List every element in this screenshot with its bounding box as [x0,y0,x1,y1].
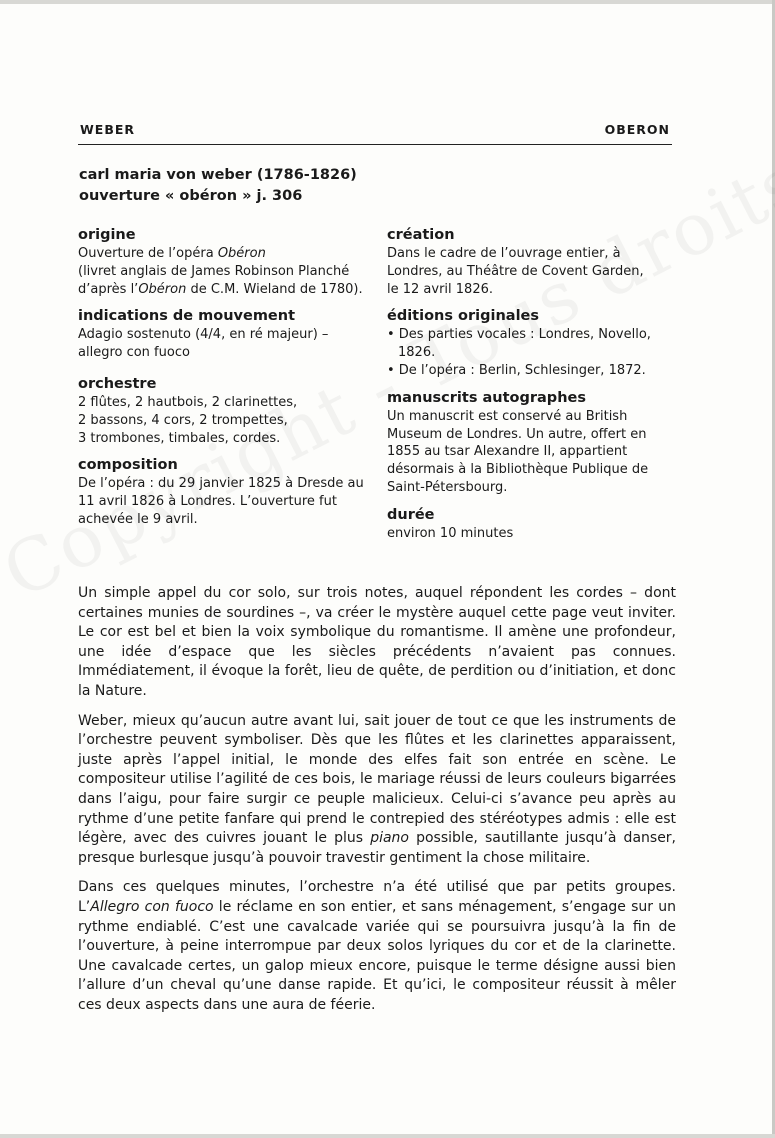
section-composition [78,455,378,528]
composition-line-2: 11 avril 1826 à Londres. L’ouverture fut [78,494,337,510]
section-creation [387,225,687,298]
work-title-piece: ouverture « obéron » j. 306 [79,188,303,204]
page-edge-bottom [0,1134,775,1138]
editions-bullet-1: • Des parties vocales : Londres, Novello, 1826. [387,327,651,361]
section-heading: durée [387,506,435,523]
left-column [78,225,378,537]
section-heading: éditions originales [387,308,540,325]
section-orchestre [78,374,378,447]
section-manuscrits [387,388,687,497]
composition-line-1: De l’opéra : du 29 janvier 1825 à Dresde au [78,476,364,492]
section-indications [78,306,378,362]
running-head-composer: WEBER [80,122,136,137]
section-heading: manuscrits autographes [387,389,586,406]
editions-bullet-2: • De l’opéra : Berlin, Schlesinger, 1872. [387,362,646,378]
section-heading: composition [78,457,178,474]
section-editions [387,306,687,379]
paragraph-3: Dans ces quelques minutes, l’orchestre n’a été utilisé que par petits groupes. L’Allegro con fuoco le réclame en son entier, et sans ménagement, s’engage sur un rythme endiablé. C’est une cavalcade variée qui se poursuivra jusqu’à la fin de l’ouverture, à peine interrompue par deux solos lyriques du cor et de la clarinette. Une cavalcade certes, un galop mieux encore, puisque le terme désigne aussi bien l’allure d’un cheval qu’une danse rapide. Et qu’ici, le compositeur réussit à mêler ces deux aspects dans une aura de féerie. [78,879,676,1013]
manuscrits-line-1: Un manuscrit est conservé au British [387,408,628,424]
composition-line-3: achevée le 9 avril. [78,511,198,527]
orchestre-line-3: 3 trombones, timbales, cordes. [78,430,281,446]
work-title-composer: carl maria von weber (1786-1826) [79,167,357,183]
orchestre-line-1: 2 flûtes, 2 hautbois, 2 clarinettes, [78,394,298,410]
manuscrits-line-4: désormais à la Bibliothèque Publique de [387,462,649,478]
section-heading: origine [78,227,136,243]
running-head [78,122,672,145]
section-heading: orchestre [78,375,157,392]
work-title [79,165,669,207]
creation-line-3: le 12 avril 1826. [387,281,493,297]
origine-line-1: Ouverture de l’opéra Obéron [78,246,266,261]
manuscrits-line-5: Saint-Pétersbourg. [387,479,508,495]
indications-line-1: Adagio sostenuto (4/4, en ré majeur) – [78,327,329,343]
creation-line-2: Londres, au Théâtre de Covent Garden, [387,263,644,279]
section-heading: création [387,227,455,243]
running-head-work: OBERON [604,122,670,137]
manuscrits-line-2: Museum de Londres. Un autre, offert en [387,426,647,442]
section-duree [387,505,687,543]
page-edge-top [0,0,775,4]
right-column [387,225,687,551]
manuscrits-line-3: 1855 au tsar Alexandre II, appartient [387,444,628,460]
section-heading: indications de mouvement [78,308,296,325]
duree-line-1: environ 10 minutes [387,525,514,541]
paragraph-2: Weber, mieux qu’aucun autre avant lui, sait jouer de tout ce que les instruments de l’orchestre peuvent symboliser. Dès que les flûtes et les clarinettes apparaissent, juste après l’appel initial, le monde des elfes fait son entrée en scène. Le compositeur utilise l’agilité de ces bois, le mariage réussi de leurs couleurs bigarrées dans l’aigu, pour faire surgir ce peuple malicieux. Celui-ci s’avance peu après au rythme d’une petite fanfare qui prend le contrepied des stéréotypes admis : elle est légère, avec des cuivres jouant le plus piano possible, sautillante jusqu’à danser, presque burlesque jusqu’à pouvoir travestir gentiment la chose militaire. [78,712,677,866]
section-origine [78,225,378,298]
indications-line-2: allegro con fuoco [78,345,190,361]
origine-line-2: (livret anglais de James Robinson Planché [78,263,350,279]
body-text [78,584,676,1025]
origine-line-3: d’après l’Obéron de C.M. Wieland de 1780). [78,281,363,297]
orchestre-line-2: 2 bassons, 4 cors, 2 trompettes, [78,412,288,428]
creation-line-1: Dans le cadre de l’ouvrage entier, à [387,246,621,261]
paragraph-1: Un simple appel du cor solo, sur trois notes, auquel répondent les cordes – dont certaines munies de sourdines –, va créer le mystère auquel cette page veut inviter. Le cor est bel et bien la voix symbolique du romantisme. Il amène une profondeur, une idée d’espace que les siècles précédents n’avaient pas connues. Immédiatement, il évoque la forêt, lieu de quête, de perdition ou d’initiation, et donc la Nature. [78,585,676,699]
